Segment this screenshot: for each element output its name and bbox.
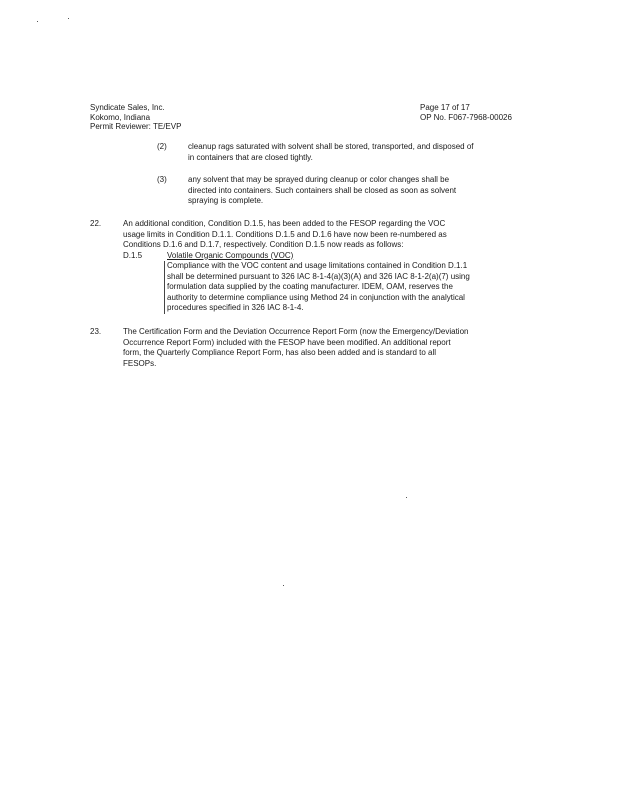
text-line: Occurrence Report Form) included with the FESOP have been modified. An additional report <box>123 337 451 347</box>
header-reviewer: Permit Reviewer: TE/EVP <box>90 122 182 131</box>
item-number: 22. <box>90 219 102 228</box>
text-line: shall be determined pursuant to 326 IAC 8-1-4(a)(3)(A) and 326 IAC 8-1-2(a)(7) using <box>167 271 470 281</box>
text-line: spraying is complete. <box>188 196 264 205</box>
item-text <box>123 327 523 369</box>
text-line: Compliance with the VOC content and usage limitations contained in Condition D.1.1 <box>167 261 468 270</box>
subitem-text <box>188 175 528 207</box>
item-number: 23. <box>90 327 102 336</box>
text-line: formulation data supplied by the coating manufacturer. IDEM, OAM, reserves the <box>167 282 453 291</box>
header-left <box>90 103 181 132</box>
header-page-number: Page 17 of 17 <box>420 103 470 112</box>
text-line: in containers that are closed tightly. <box>188 152 313 162</box>
header-permit-number: OP No. F067-7968-00026 <box>420 112 512 122</box>
scan-speck <box>37 21 38 22</box>
condition-heading <box>123 251 523 262</box>
text-line: any solvent that may be sprayed during cleanup or color changes shall be <box>188 175 450 184</box>
text-line: procedures specified in 326 IAC 8-1-4. <box>167 303 304 312</box>
text-line: form, the Quarterly Compliance Report Form, has also been added and is standard to all <box>123 348 437 357</box>
header-right <box>420 103 512 122</box>
subitem-number: (3) <box>157 175 167 184</box>
subitem-text <box>188 142 528 163</box>
condition-body <box>164 261 502 314</box>
text-line: cleanup rags saturated with solvent shall be stored, transported, and disposed of <box>188 142 474 151</box>
text-line: FESOPs. <box>123 358 157 368</box>
condition-title: Volatile Organic Compounds (VOC) <box>167 250 294 260</box>
subitem-number: (2) <box>157 142 167 151</box>
text-line: directed into containers. Such containers shall be closed as soon as solvent <box>188 185 457 195</box>
text-line: usage limits in Condition D.1.1. Conditions D.1.5 and D.1.6 have now been re-numbered as <box>123 229 447 239</box>
text-line: Conditions D.1.6 and D.1.7, respectively. Condition D.1.5 now reads as follows: <box>123 240 404 249</box>
condition-id: D.1.5 <box>123 250 143 260</box>
scan-speck <box>283 585 284 586</box>
item-text <box>123 219 523 261</box>
header-company: Syndicate Sales, Inc. <box>90 103 165 112</box>
text-line: authority to determine compliance using Method 24 in conjunction with the analytical <box>167 292 465 302</box>
text-line: An additional condition, Condition D.1.5, has been added to the FESOP regarding the VOC <box>123 219 446 228</box>
scan-speck <box>68 18 69 19</box>
scan-speck <box>406 497 407 498</box>
header-location: Kokomo, Indiana <box>90 112 151 122</box>
text-line: The Certification Form and the Deviation Occurrence Report Form (now the Emergency/Deviation <box>123 327 469 336</box>
